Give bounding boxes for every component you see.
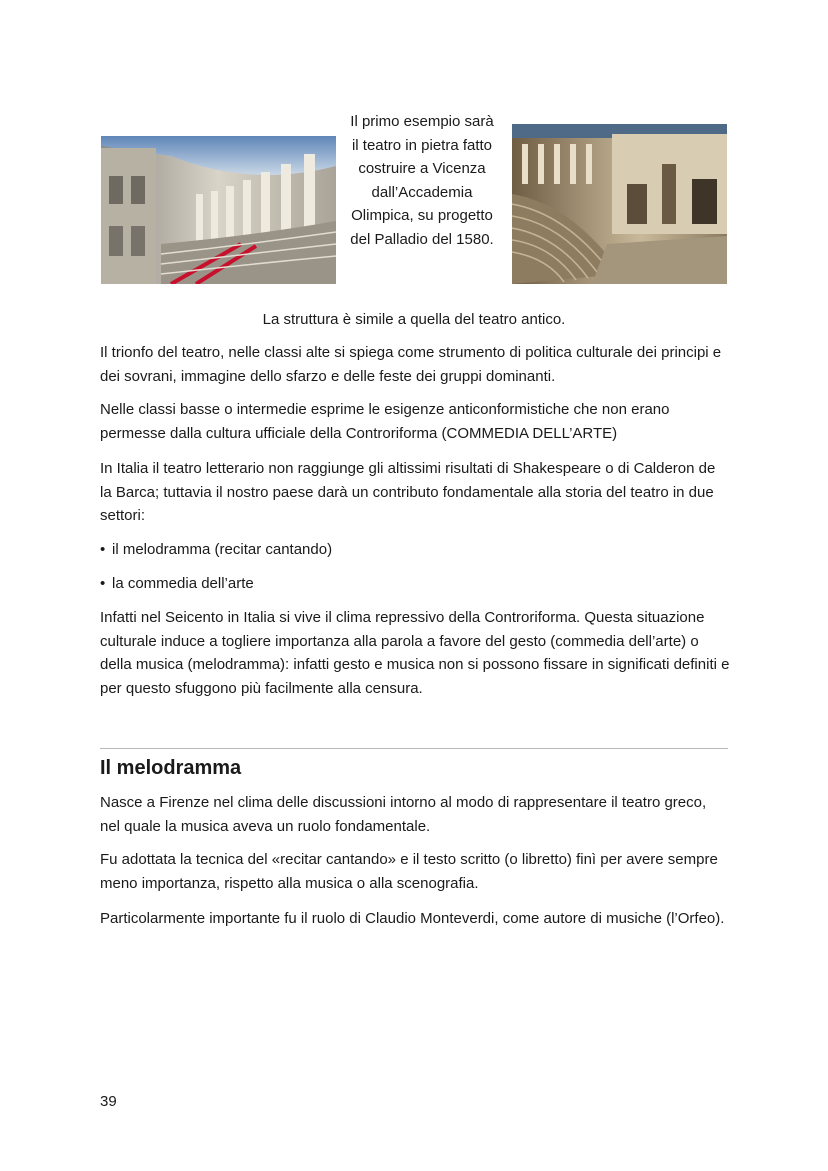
- paragraph-recitar-cantando: Fu adottata la tecnica del «recitar cantando» e il testo scritto (o libretto) finì per avere sempre meno importanza, rispetto alla musica o alla scenografia.: [100, 851, 718, 892]
- teatro-olimpico-stage-photo: [512, 124, 727, 284]
- list-item: [100, 538, 730, 562]
- paragraph-monteverdi: Particolarmente importante fu il ruolo di Claudio Monteverdi, come autore di musiche (l’Orfeo).: [100, 910, 725, 927]
- list-item-text: il melodramma (recitar cantando): [112, 541, 333, 558]
- bullet-marker: •: [100, 575, 106, 592]
- image-caption: La struttura è simile a quella del teatro antico.: [262, 311, 566, 328]
- section-divider: [100, 748, 728, 749]
- list-item: [100, 572, 730, 596]
- paragraph-counter-reformation: Infatti nel Seicento in Italia si vive il clima repressivo della Controriforma. Questa situazione culturale induce a togliere importanza alla parola a favore del gesto (commedia dell’arte) o della musica (melodramma): infatti gesto e musica non si possono fissare in significati definiti e per questo sfuggono più facilmente alla censura.: [100, 609, 730, 697]
- page-number: 39: [100, 1093, 117, 1110]
- theatre-interior-illustration: [101, 136, 336, 284]
- paragraph-upper-classes: Il trionfo del teatro, nelle classi alte si spiega come strumento di politica culturale dei principi e dei sovrani, immagine dello sfarzo e delle feste dei gruppi dominanti.: [100, 344, 722, 385]
- teatro-olimpico-interior-photo: [101, 136, 336, 284]
- intro-text: Il primo esempio sarà il teatro in pietra fatto costruire a Vicenza dall’Accademia Olimpica, su progetto del Palladio del 1580.: [350, 113, 494, 248]
- paragraph-lower-classes: Nelle classi basse o intermedie esprime le esigenze anticonformistiche che non erano permesse dalla cultura ufficiale della Controriforma (COMMEDIA DELL’ARTE): [100, 401, 670, 442]
- paragraph-italian-theatre: In Italia il teatro letterario non raggiunge gli altissimi risultati di Shakespeare o di Calderon de la Barca; tuttavia il nostro paese darà un contributo fondamentale alla storia del teatro in due settori:: [100, 460, 716, 524]
- list-item-text: la commedia dell’arte: [112, 575, 254, 592]
- theatre-stage-illustration: [512, 124, 727, 284]
- bullet-marker: •: [100, 541, 106, 558]
- paragraph-melodrama-origin: Nasce a Firenze nel clima delle discussioni intorno al modo di rappresentare il teatro greco, nel quale la musica aveva un ruolo fondamentale.: [100, 794, 707, 835]
- section-heading: Il melodramma: [100, 757, 242, 779]
